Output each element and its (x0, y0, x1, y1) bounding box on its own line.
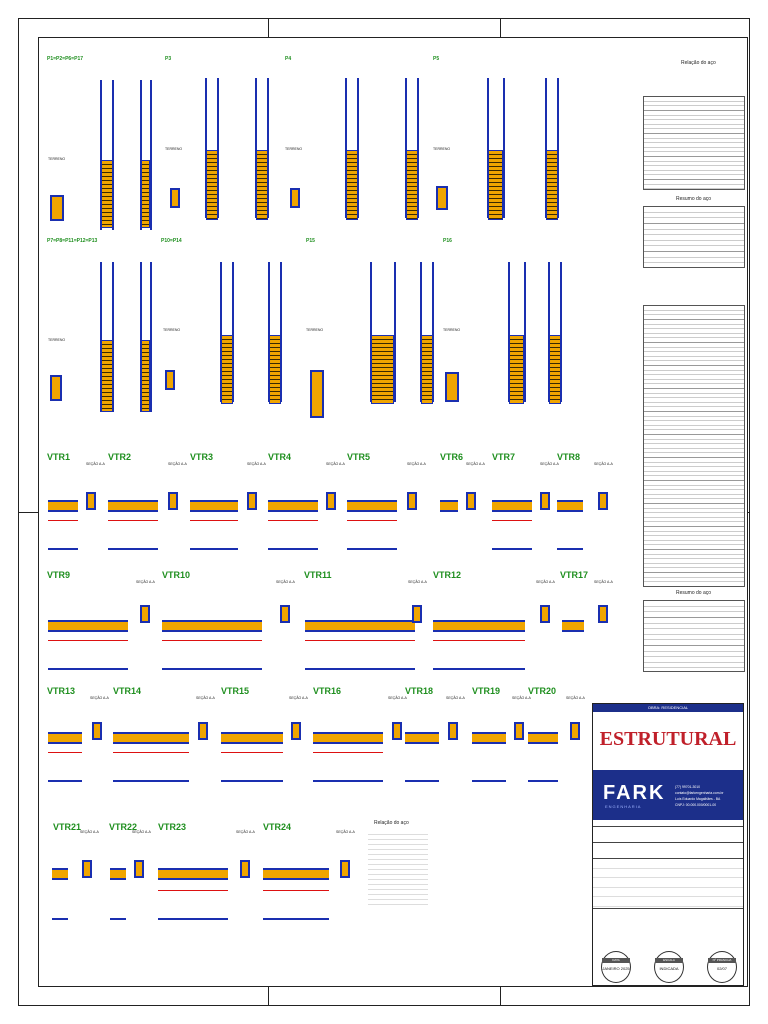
beam-section (198, 722, 208, 740)
rebar-line (113, 752, 189, 753)
rebar-line (347, 520, 397, 521)
beam-elevation (440, 500, 458, 512)
rebar-line (48, 640, 128, 641)
group-title: P1=P2=P6=P17 (47, 56, 84, 62)
section-label: SEÇÃO A-A (408, 580, 427, 584)
tb-row (593, 908, 743, 949)
beam-section (540, 605, 550, 623)
section-label: SEÇÃO A-A (289, 696, 308, 700)
beam-title: VTR7 (492, 452, 516, 462)
beam-elevation (108, 500, 158, 512)
stirrup-zone (221, 335, 233, 404)
rebar-line (48, 548, 78, 550)
border-tick (500, 987, 501, 1006)
tb-row (593, 826, 743, 843)
sheet-number-badge (707, 951, 737, 983)
beam-elevation (48, 732, 82, 744)
rebar-line (433, 668, 525, 670)
section-label: SEÇÃO A-A (86, 462, 105, 466)
tb-row (593, 842, 743, 859)
column-section (170, 188, 180, 208)
rebar-line (268, 548, 318, 550)
rebar-line (305, 668, 415, 670)
beam-elevation (405, 732, 439, 744)
rebar-line (268, 520, 318, 521)
beam-section (412, 605, 422, 623)
stirrup-zone (509, 335, 524, 404)
stirrup-zone (101, 160, 113, 228)
contact-phone: (77) 99701-3010 (675, 785, 701, 789)
title-block-strip: OBRA: RESIDENCIAL (593, 704, 743, 712)
beam-section (598, 492, 608, 510)
rebar-line (405, 780, 439, 782)
section-label: SEÇÃO A-A (594, 580, 613, 584)
beam-title: VTR15 (221, 686, 250, 696)
section-label: SEÇÃO A-A (407, 462, 426, 466)
section-label: SEÇÃO A-A (512, 696, 531, 700)
contact-address: Luís Eduardo Magalhães - BA (675, 797, 721, 801)
section-label: SEÇÃO A-A (336, 830, 355, 834)
beam-title: VTR8 (557, 452, 581, 462)
rebar-line (48, 780, 82, 782)
beam-title: VTR10 (162, 570, 191, 580)
rebar-line (158, 918, 228, 920)
steel-summary-title: Resumo do aço (676, 196, 712, 202)
beam-section (280, 605, 290, 623)
group-title: P4 (285, 56, 292, 62)
beam-title: VTR1 (47, 452, 71, 462)
beam-title: VTR12 (433, 570, 462, 580)
section-label: SEÇÃO A-A (196, 696, 215, 700)
group-title: P15 (306, 238, 315, 244)
stirrup-zone (546, 150, 558, 220)
rebar-line (110, 918, 126, 920)
beam-elevation (305, 620, 415, 632)
beam-elevation (221, 732, 283, 744)
terrain-label: TERRENO (443, 328, 461, 332)
rebar-line (263, 890, 329, 891)
stirrup-zone (256, 150, 268, 220)
group-title: P7=P8=P11=P12=P13 (47, 238, 98, 244)
beam-title: VTR17 (560, 570, 589, 580)
beam-elevation (562, 620, 584, 632)
rebar-line (221, 752, 283, 753)
border-tick (268, 18, 269, 37)
rebar-line (433, 640, 525, 641)
beam-elevation (158, 868, 228, 880)
rebar-line (221, 780, 283, 782)
group-title: P16 (443, 238, 452, 244)
beam-section (540, 492, 550, 510)
beam-title: VTR19 (472, 686, 501, 696)
rebar-line (313, 752, 383, 753)
rebar-line (162, 640, 262, 641)
stirrup-zone (269, 335, 281, 404)
section-label: SEÇÃO A-A (80, 830, 99, 834)
section-label: SEÇÃO A-A (90, 696, 109, 700)
section-label: SEÇÃO A-A (236, 830, 255, 834)
beam-section (291, 722, 301, 740)
terrain-label: TERRENO (285, 147, 303, 151)
border-tick (18, 512, 38, 513)
rebar-line (492, 548, 532, 550)
rebar-line (190, 548, 238, 550)
column-section (165, 370, 175, 390)
beam-elevation (492, 500, 532, 512)
contact-cnpj: CNPJ: 00.000.000/0001-00 (675, 803, 717, 807)
badge-value: 02/07 (716, 966, 727, 971)
stirrup-zone (406, 150, 418, 220)
rebar-line (492, 520, 532, 521)
rebar-line (190, 520, 238, 521)
drawing-title: ESTRUTURAL (599, 728, 737, 750)
steel-summary-1 (643, 206, 745, 268)
section-label: SEÇÃO A-A (594, 462, 613, 466)
rebar-line (528, 780, 558, 782)
beam-section (392, 722, 402, 740)
terrain-label: TERRENO (48, 157, 66, 161)
beam-elevation (110, 868, 126, 880)
beam-section (598, 605, 608, 623)
border-tick (748, 512, 750, 513)
rebar-line (48, 752, 82, 753)
tb-rows (593, 858, 743, 909)
beam-section (514, 722, 524, 740)
beam-elevation (433, 620, 525, 632)
section-label: SEÇÃO A-A (536, 580, 555, 584)
beam-section (82, 860, 92, 878)
group-title: P3 (165, 56, 172, 62)
border-tick (500, 18, 501, 37)
rebar-line (108, 548, 158, 550)
rebar-line (162, 668, 262, 670)
beam-title: VTR21 (53, 822, 82, 832)
beam-elevation (113, 732, 189, 744)
terrain-label: TERRENO (165, 147, 183, 151)
rebar-line (557, 548, 583, 550)
beam-elevation (263, 868, 329, 880)
title-block (592, 703, 744, 986)
stirrup-zone (101, 340, 113, 412)
beam-title: VTR2 (108, 452, 132, 462)
beam-section (140, 605, 150, 623)
stirrup-zone (141, 340, 150, 412)
rebar-line (472, 780, 506, 782)
section-label: SEÇÃO A-A (136, 580, 155, 584)
section-label: SEÇÃO A-A (540, 462, 559, 466)
rebar-line (158, 890, 228, 891)
rebar-line (313, 780, 383, 782)
steel-relation-list (368, 830, 428, 905)
beam-section (92, 722, 102, 740)
beam-elevation (557, 500, 583, 512)
steel-relation-title: Relação do aço (374, 820, 409, 826)
beam-title: VTR23 (158, 822, 187, 832)
section-label: SEÇÃO A-A (168, 462, 187, 466)
rebar-line (48, 668, 128, 670)
beam-elevation (313, 732, 383, 744)
section-label: SEÇÃO A-A (446, 696, 465, 700)
beam-title: VTR11 (304, 570, 332, 580)
rebar-line (48, 520, 78, 521)
company-logo: FARK (603, 782, 666, 804)
badge-value: JANEIRO 2025 (602, 966, 630, 971)
badge-value: INDICADA (659, 966, 679, 971)
beam-section (340, 860, 350, 878)
scale-badge (654, 951, 684, 983)
rebar-line (113, 780, 189, 782)
beam-section (570, 722, 580, 740)
rebar-line (108, 520, 158, 521)
beam-elevation (48, 500, 78, 512)
contact-email: contato@farkengenharia.com.br (675, 791, 724, 795)
title-badges (593, 949, 743, 985)
beam-title: VTR24 (263, 822, 292, 832)
section-label: SEÇÃO A-A (132, 830, 151, 834)
stirrup-zone (488, 150, 503, 220)
beam-title: VTR4 (268, 452, 292, 462)
column-section (310, 370, 324, 418)
stirrup-zone (421, 335, 433, 404)
beam-title: VTR3 (190, 452, 214, 462)
beam-title: VTR20 (528, 686, 557, 696)
rebar-line (52, 918, 68, 920)
beam-section (247, 492, 257, 510)
beam-title: VTR5 (347, 452, 371, 462)
stirrup-zone (141, 160, 150, 228)
rebar-line (305, 640, 415, 641)
beam-title: VTR16 (313, 686, 342, 696)
badge-label: ESCALA (655, 958, 683, 963)
section-label: SEÇÃO A-A (566, 696, 585, 700)
stirrup-zone (549, 335, 561, 404)
badge-label: DATA (602, 958, 630, 963)
beam-elevation (347, 500, 397, 512)
terrain-label: TERRENO (163, 328, 181, 332)
beam-elevation (52, 868, 68, 880)
rebar-line (263, 918, 329, 920)
group-title: P10=P14 (161, 238, 182, 244)
stirrup-zone (371, 335, 394, 404)
beam-elevation (528, 732, 558, 744)
stirrup-zone (206, 150, 218, 220)
beam-section (448, 722, 458, 740)
column-section (50, 375, 62, 401)
beam-section (240, 860, 250, 878)
rebar-line (347, 548, 397, 550)
section-label: SEÇÃO A-A (466, 462, 485, 466)
beam-title: VTR22 (109, 822, 138, 832)
beam-section (134, 860, 144, 878)
terrain-label: TERRENO (48, 338, 66, 342)
steel-summary-title: Resumo do aço (676, 590, 712, 596)
beam-section (407, 492, 417, 510)
date-badge (601, 951, 631, 983)
beam-title: VTR6 (440, 452, 464, 462)
steel-relation-title: Relação do aço (681, 60, 716, 66)
beam-title: VTR13 (47, 686, 76, 696)
beam-section (326, 492, 336, 510)
stirrup-zone (346, 150, 358, 220)
terrain-label: TERRENO (433, 147, 451, 151)
section-label: SEÇÃO A-A (388, 696, 407, 700)
beam-elevation (162, 620, 262, 632)
beam-elevation (268, 500, 318, 512)
badge-label: Nº PRANCHA (708, 958, 736, 963)
beam-elevation (48, 620, 128, 632)
section-label: SEÇÃO A-A (276, 580, 295, 584)
column-section (50, 195, 64, 221)
beam-section (168, 492, 178, 510)
beam-title: VTR9 (47, 570, 71, 580)
beam-elevation (190, 500, 238, 512)
company-brand (593, 770, 743, 820)
steel-summary-2 (643, 600, 745, 672)
column-section (436, 186, 448, 210)
beam-section (86, 492, 96, 510)
steel-table-2 (643, 305, 745, 587)
beam-title: VTR18 (405, 686, 434, 696)
border-tick (268, 987, 269, 1006)
company-subtitle: ENGENHARIA (605, 804, 642, 809)
terrain-label: TERRENO (306, 328, 324, 332)
beam-elevation (472, 732, 506, 744)
section-label: SEÇÃO A-A (247, 462, 266, 466)
steel-table-1 (643, 96, 745, 190)
beam-title: VTR14 (113, 686, 142, 696)
column-section (290, 188, 300, 208)
group-title: P5 (433, 56, 440, 62)
beam-section (466, 492, 476, 510)
column-section (445, 372, 459, 402)
section-label: SEÇÃO A-A (326, 462, 345, 466)
company-contact (675, 784, 724, 808)
